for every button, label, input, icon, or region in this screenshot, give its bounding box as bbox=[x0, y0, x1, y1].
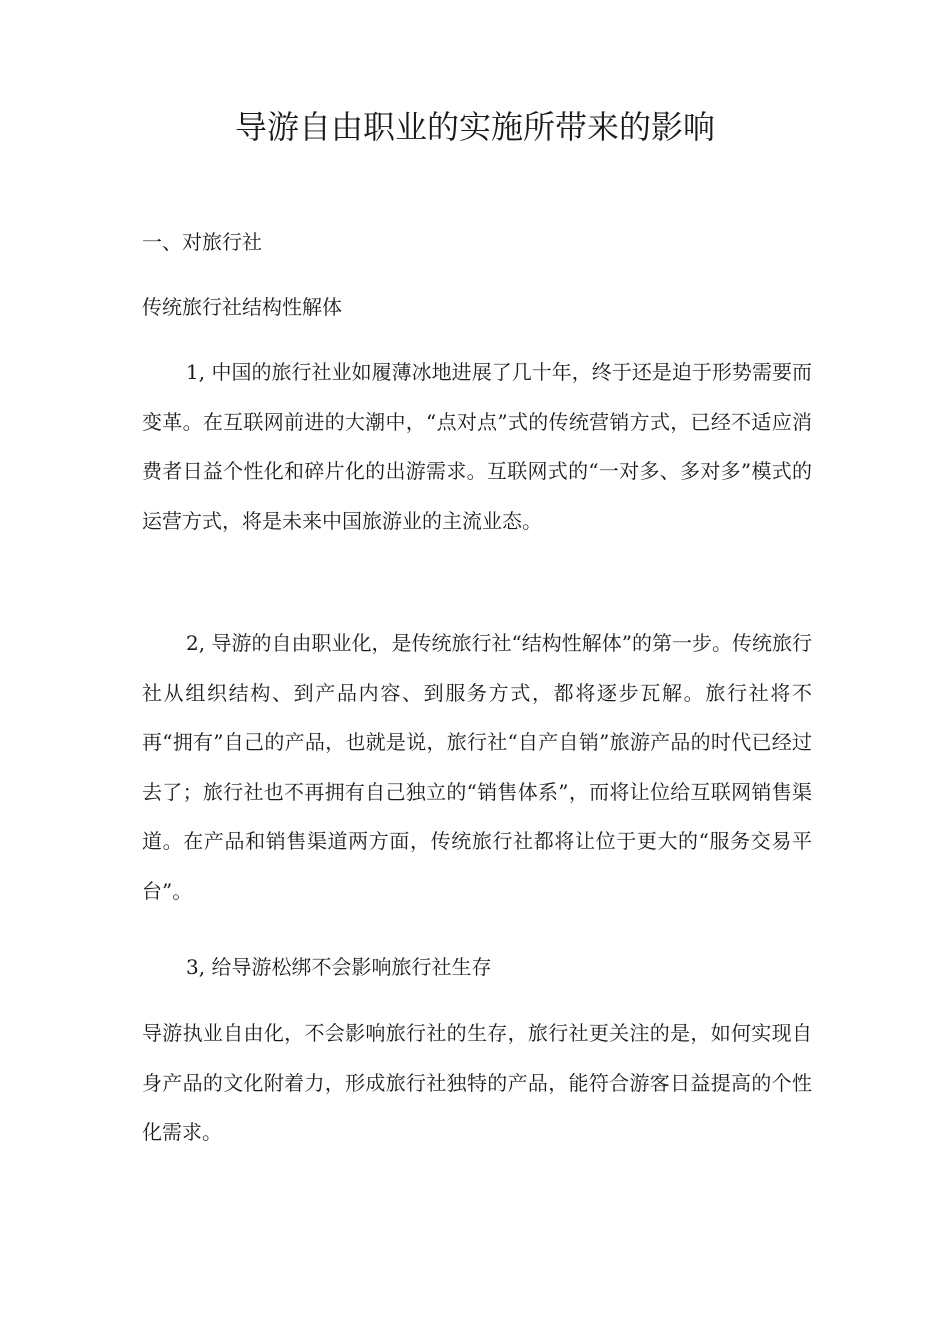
item-3-heading: 3, 给导游松绑不会影响旅行社生存 bbox=[186, 955, 492, 979]
paragraph-1: 1, 中国的旅行社业如履薄冰地进展了几十年，终于还是迫于形势需要而变革。在互联网前进的大潮中，“点对点”式的传统营销方式，已经不适应消费者日益个性化和碎片化的出游需求。互联网式的“一对多、多对多”模式的运营方式，将是未来中国旅游业的主流业态。 bbox=[142, 360, 812, 533]
paragraph-3: 导游执业自由化，不会影响旅行社的生存，旅行社更关注的是，如何实现自身产品的文化附着力，形成旅行社独特的产品，能符合游客日益提高的个性化需求。 bbox=[142, 1021, 812, 1144]
section-heading: 一、对旅行社 bbox=[142, 230, 262, 254]
paragraph-2: 2, 导游的自由职业化，是传统旅行社“结构性解体”的第一步。传统旅行社从组织结构、到产品内容、到服务方式，都将逐步瓦解。旅行社将不再“拥有”自己的产品，也就是说，旅行社“自产自销”旅游产品的时代已经过去了；旅行社也不再拥有自己独立的“销售体系”，而将让位给互联网销售渠道。在产品和销售渠道两方面，传统旅行社都将让位于更大的“服务交易平台”。 bbox=[142, 631, 812, 903]
subheading: 传统旅行社结构性解体 bbox=[142, 295, 342, 319]
document-title: 导游自由职业的实施所带来的影响 bbox=[234, 108, 715, 146]
